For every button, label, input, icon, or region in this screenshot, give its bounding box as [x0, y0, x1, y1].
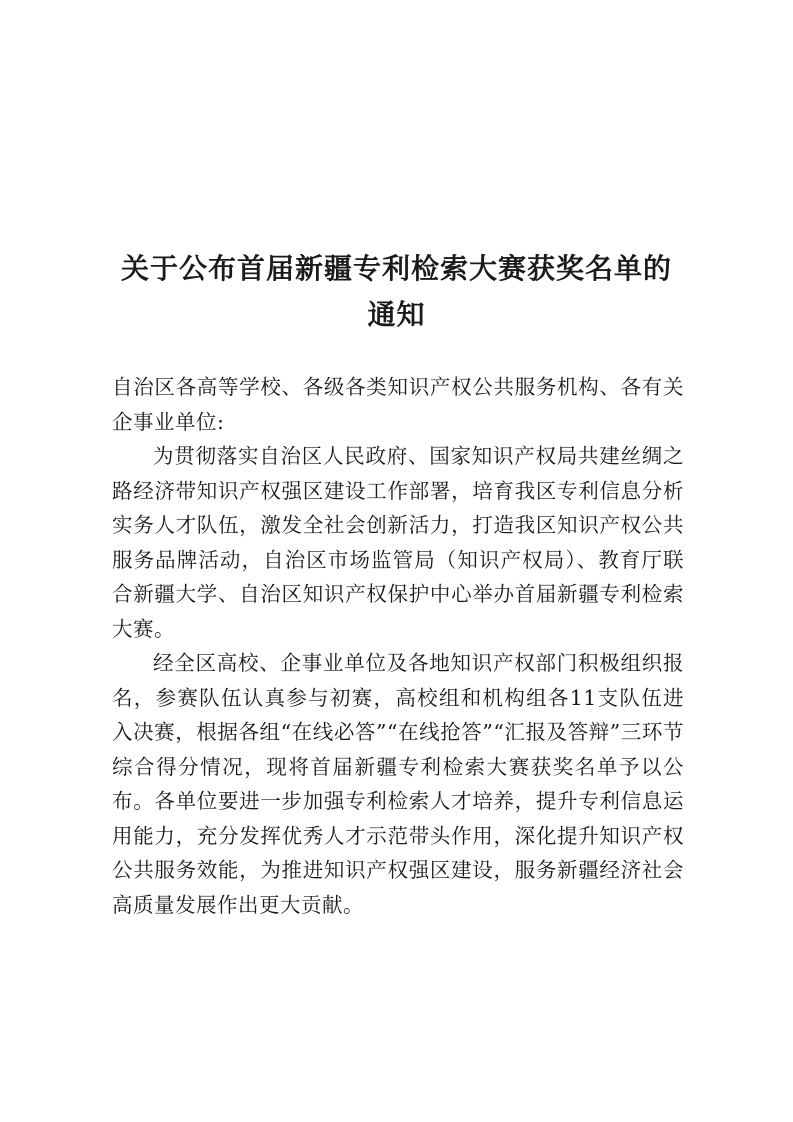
document-body — [112, 370, 684, 922]
salutation: 自治区各高等学校、各级各类知识产权公共服务机构、各有关企事业单位: — [112, 375, 684, 434]
title-line-2: 通知 — [367, 298, 426, 331]
paragraph-1: 为贯彻落实自治区人民政府、国家知识产权局共建丝绸之路经济带知识产权强区建设工作部署，培育我区专利信息分析实务人才队伍，激发全社会创新活力，打造我区知识产权公共服务品牌活动，自治区市场监管局（知识产权局）、教育厅联合新疆大学、自治区知识产权保护中心举办首届新疆专利检索大赛。 — [112, 444, 684, 641]
document-title — [100, 246, 693, 338]
paragraph-2: 经全区高校、企事业单位及各地知识产权部门积极组织报名，参赛队伍认真参与初赛，高校组和机构组各11支队伍进入决赛，根据各组“在线必答”“在线抢答”“汇报及答辩”三环节综合得分情况，现将首届新疆专利检索大赛获奖名单予以公布。各单位要进一步加强专利检索人才培养，提升专利信息运用能力，充分发挥优秀人才示范带头作用，深化提升知识产权公共服务效能，为推进知识产权强区建设，服务新疆经济社会高质量发展作出更大贡献。 — [112, 651, 684, 917]
title-line-1: 关于公布首届新疆专利检索大赛获奖名单的 — [120, 252, 672, 285]
